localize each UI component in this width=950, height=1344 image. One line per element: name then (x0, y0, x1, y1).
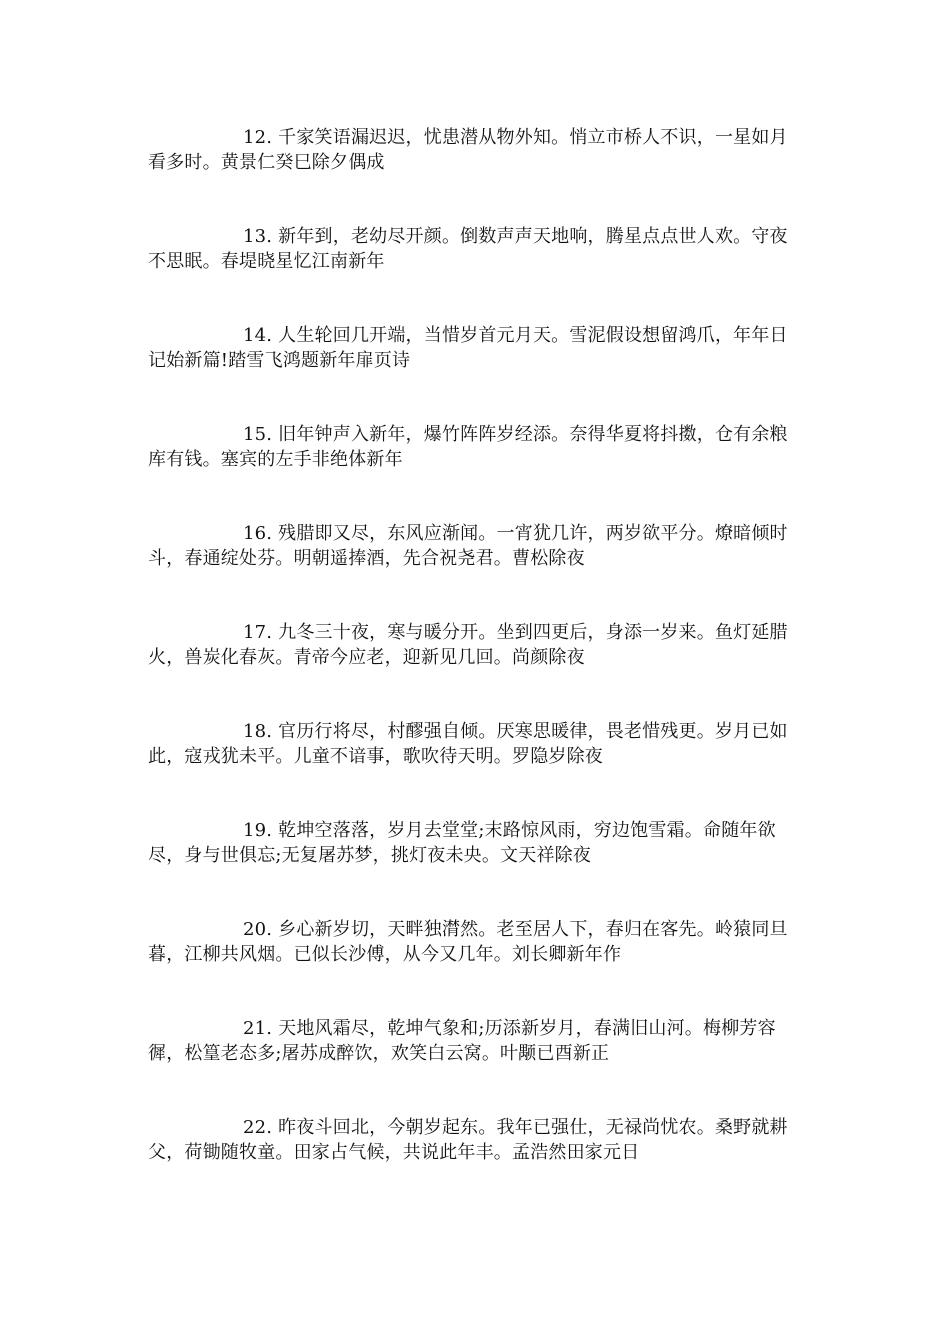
poem-entry-21: 21. 天地风霜尽，乾坤气象和;历添新岁月，春满旧山河。梅柳芳容徲，松篁老态多;屠苏成醉饮，欢笑白云窝。叶颙已酉新正 (148, 1018, 776, 1064)
poem-entry-15: 15. 旧年钟声入新年，爆竹阵阵岁经添。奈得华夏将抖擞，仓有余粮库有钱。塞宾的左手非绝体新年 (148, 424, 788, 470)
poem-entry-19: 19. 乾坤空落落，岁月去堂堂;末路惊风雨，穷边饱雪霜。命随年欲尽，身与世俱忘;无复屠苏梦，挑灯夜未央。文天祥除夜 (148, 820, 776, 866)
poem-entry-17: 17. 九冬三十夜，寒与暖分开。坐到四更后，身添一岁来。鱼灯延腊火，兽炭化春灰。青帝今应老，迎新见几回。尚颜除夜 (148, 622, 788, 668)
poem-entry-20: 20. 乡心新岁切，天畔独潸然。老至居人下，春归在客先。岭猿同旦暮，江柳共风烟。已似长沙傅，从今又几年。刘长卿新年作 (148, 919, 788, 965)
poem-entry-18: 18. 官历行将尽，村醪强自倾。厌寒思暖律，畏老惜残更。岁月已如此，寇戎犹未平。儿童不谙事，歌吹待天明。罗隐岁除夜 (148, 721, 788, 767)
poem-entry-14: 14. 人生轮回几开端，当惜岁首元月天。雪泥假设想留鸿爪，年年日记始新篇!踏雪飞鸿题新年扉页诗 (148, 325, 788, 371)
poem-entry-13: 13. 新年到，老幼尽开颜。倒数声声天地响，腾星点点世人欢。守夜不思眠。春堤晓星忆江南新年 (148, 226, 788, 272)
poem-entry-12: 12. 千家笑语漏迟迟，忧患潜从物外知。悄立市桥人不识，一星如月看多时。黄景仁癸巳除夕偶成 (148, 127, 788, 173)
poem-entry-22: 22. 昨夜斗回北，今朝岁起东。我年已强仕，无禄尚忧农。桑野就耕父，荷锄随牧童。田家占气候，共说此年丰。孟浩然田家元日 (148, 1117, 788, 1163)
poem-entry-16: 16. 残腊即又尽，东风应渐闻。一宵犹几许，两岁欲平分。燎暗倾时斗，春通绽处芬。明朝遥捧酒，先合祝尧君。曹松除夜 (148, 523, 788, 569)
